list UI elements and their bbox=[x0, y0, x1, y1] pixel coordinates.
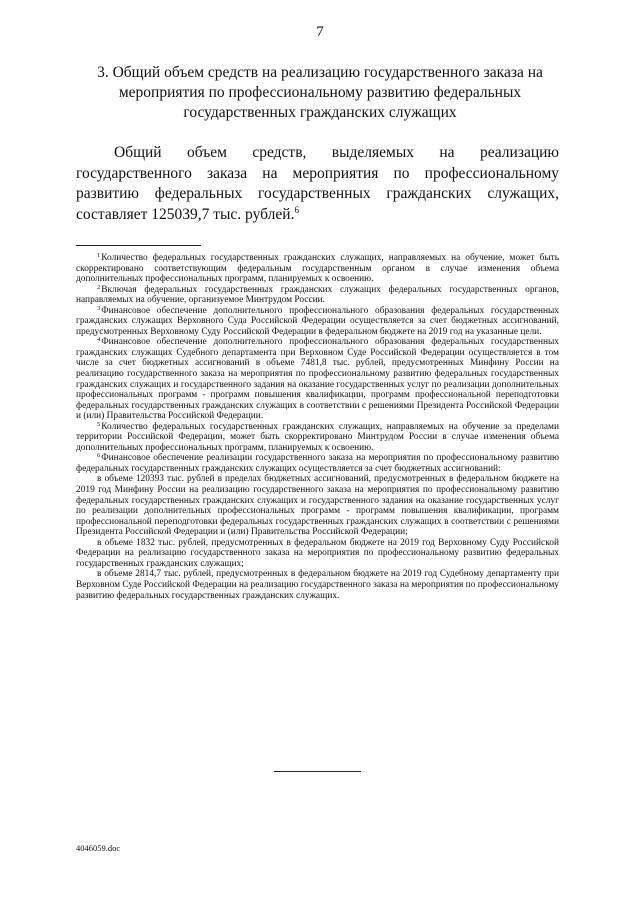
footnote-text: Включая федеральных государственных гражданских служащих федеральных государственных органов, направляемых на обучение, организуемое Минтрудом России. bbox=[76, 284, 559, 306]
end-separator bbox=[274, 771, 361, 772]
page-number: 7 bbox=[316, 24, 324, 40]
footnote-mark: 1 bbox=[97, 252, 101, 259]
footnote-text: Финансовое обеспечение дополнительного профессионального образования федеральных государственных гражданских служащих Верховного Суда Российской Федерации осуществляется за счет бюджетных ассигнований, предусмотренных Верховному Суду Российской Федерации в федеральном бюджете на 2019 год на указанные цели. bbox=[76, 305, 559, 337]
footnote-3 bbox=[76, 306, 559, 338]
footnote-6 bbox=[76, 453, 559, 474]
footnote-6-item: в объеме 2814,7 тыс. рублей, предусмотренных в федеральном бюджете на 2019 год Судебному департаменту при Верховном Суде Российской Федерации на реализацию государственного заказа на мероприятия по профессиональному развитию федеральных государственных гражданских служащих. bbox=[76, 569, 559, 601]
section-title: 3. Общий объем средств на реализацию государственного заказа на мероприятия по профессиональному развитию федеральных государственных гражданских служащих bbox=[97, 64, 543, 121]
footnote-2 bbox=[76, 285, 559, 306]
footnote-mark: 6 bbox=[97, 452, 101, 460]
footnotes bbox=[76, 253, 559, 601]
footnote-text: Количество федеральных государственных гражданских служащих, направляемых на обучение за пределами территории Российской Федерации, может быть скорректировано Минтрудом России в случае изменения объема дополнительных профессиональных программ, планируемых к освоению. bbox=[76, 421, 559, 453]
lead-text: Общий объем средств, выделяемых на реализацию государственного заказа на мероприятия по профессиональному развитию федеральных государственных гражданских служащих, составляет 125039,7 тыс. рублей. bbox=[76, 144, 559, 223]
footnote-text: Финансовое обеспечение реализации государственного заказа на мероприятия по профессиональному развитию федеральных государственных гражданских служащих осуществляется за счет бюджетных ассигнований: bbox=[76, 453, 559, 474]
footnote-6-item: в объеме 1832 тыс. рублей, предусмотренных в федеральном бюджете на 2019 год Верховному Суду Российской Федерации на реализацию государственного заказа на мероприятия по профессиональному развитию федеральных государственных гражданских служащих; bbox=[76, 537, 559, 569]
footnote-6-item: в объеме 120393 тыс. рублей в пределах бюджетных ассигнований, предусмотренных в федеральном бюджете на 2019 год Минфину России на реализацию государственного заказа на мероприятия по профессиональному развитию федеральных государственных гражданских служащих и государственного задания на оказание государственных услуг по реализации дополнительных профессиональных программ - программ повышения квалификации, программ профессиональной переподготовки федеральных государственных гражданских служащих в соответствии с решениями Президента Российской Федерации и (или) Правительства Российской Федерации; bbox=[76, 474, 559, 538]
footnote-4 bbox=[76, 337, 559, 421]
footnote-mark: 3 bbox=[97, 304, 101, 312]
file-label: 4046059.doc bbox=[76, 843, 121, 853]
footnote-text: Финансовое обеспечение дополнительного профессионального образования федеральных государственных гражданских служащих Судебного департамента при Верховном Суде Российской Федерации осуществляется в том числе за счет бюджетных ассигнований в объеме 7481,8 тыс. рублей, предусмотренных Минфину России на реализацию государственного заказа на мероприятия по профессиональному развитию федеральных государственных гражданских служащих и государственного задания на оказание государственных услуг по реализации дополнительных профессиональных программ - программ повышения квалификации, программ профессиональной переподготовки федеральных государственных гражданских служащих в соответствии с решениями Президента Российской Федерации и (или) Правительства Российской Федерации. bbox=[76, 337, 559, 422]
footnote-1 bbox=[76, 253, 559, 285]
footnote-mark: 4 bbox=[97, 336, 101, 344]
footnote-mark: 5 bbox=[97, 420, 101, 428]
lead-footnote-ref: 6 bbox=[294, 204, 299, 215]
footnote-5 bbox=[76, 422, 559, 454]
footnote-mark: 2 bbox=[97, 283, 101, 291]
lead-paragraph bbox=[76, 143, 559, 225]
footnote-separator bbox=[76, 245, 201, 246]
footnote-text: Количество федеральных государственных гражданских служащих, направляемых на обучение, может быть скорректировано соответствующим федеральным государственным органом в случае изменения объема дополнительных профессиональных программ, планируемых к освоению. bbox=[76, 253, 559, 285]
